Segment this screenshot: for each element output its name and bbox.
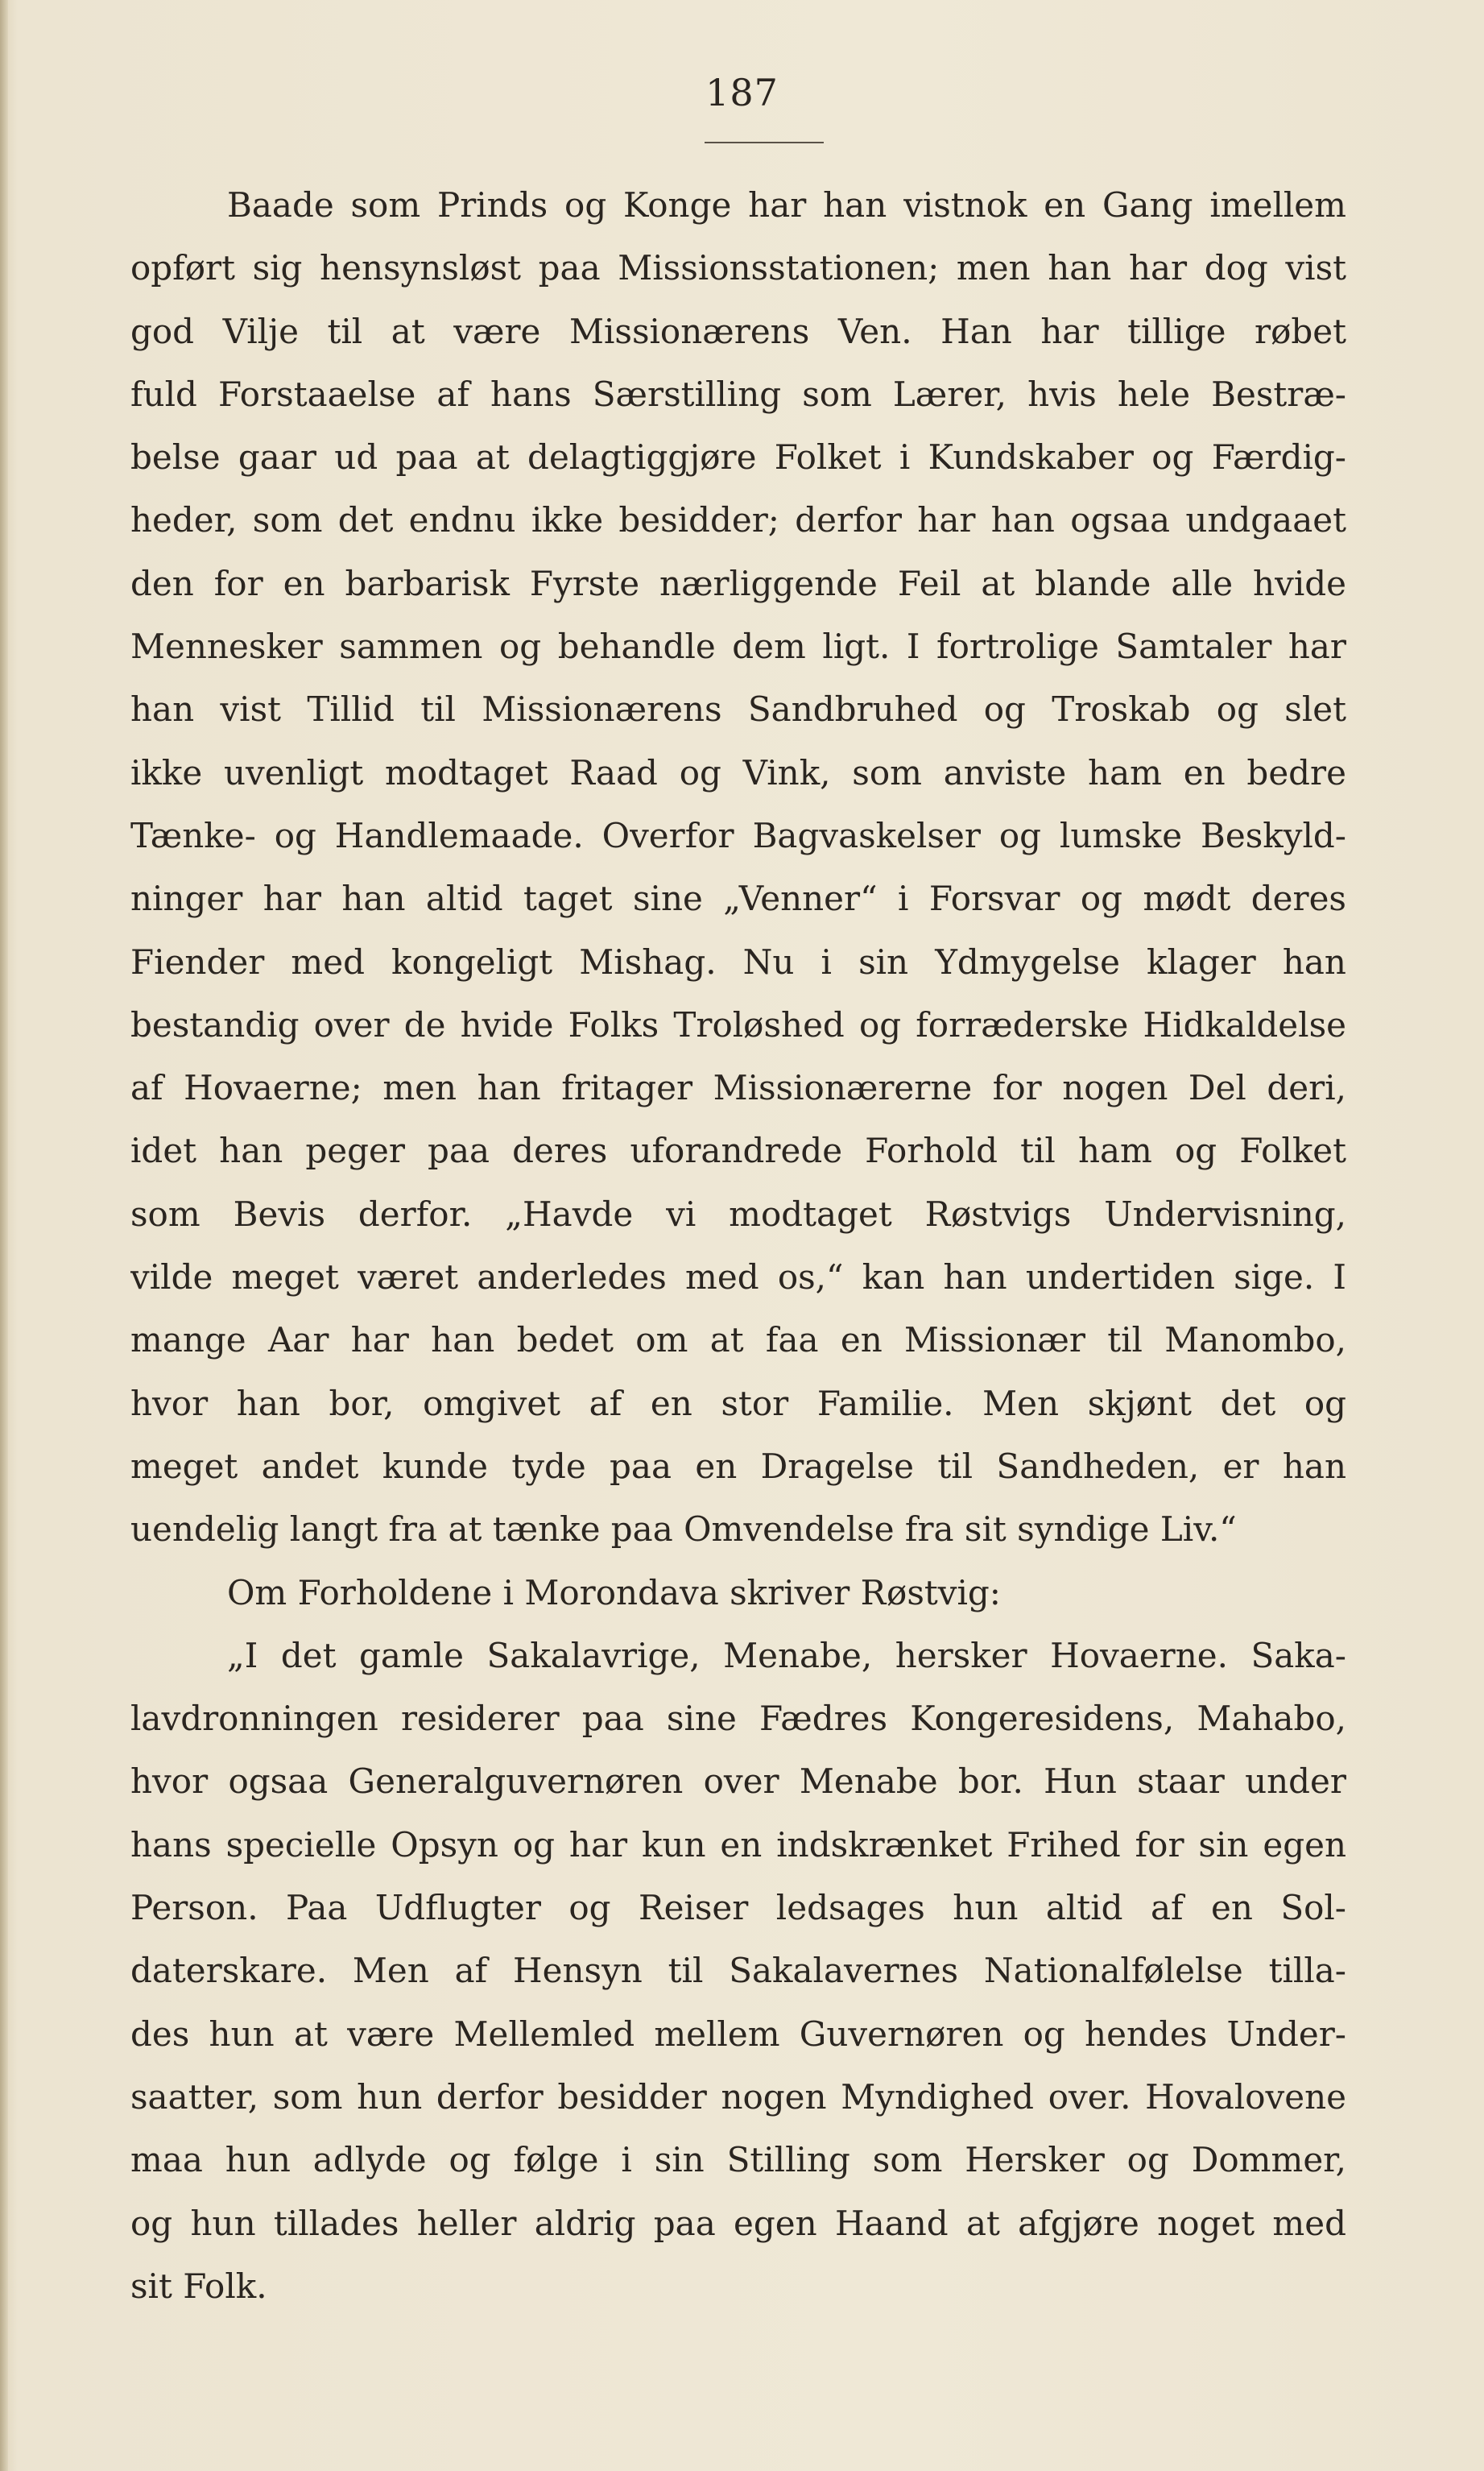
text-line: Om Forholdene i Morondava skriver Røstvig:	[227, 1572, 1001, 1612]
page-number: 187	[705, 71, 779, 114]
text-line: ikke uvenligt modtaget Raad og Vink, som anviste ham en bedre	[130, 752, 1346, 793]
text-line: lavdronningen residerer paa sine Fædres Kongeresidens, Mahabo,	[130, 1699, 1346, 1739]
text-line: den for en barbarisk Fyrste nærliggende Feil at blande alle hvide	[130, 563, 1346, 603]
text-line: „I det gamle Sakalavrige, Menabe, hersker Hovaerne. Saka-	[227, 1635, 1346, 1675]
text-line: hvor ogsaa Generalguvernøren over Menabe bor. Hun staar under	[130, 1761, 1346, 1802]
body-text	[130, 174, 1346, 2318]
header-rule	[705, 142, 824, 143]
page-spine-shadow	[0, 0, 8, 2471]
text-line: idet han peger paa deres uforandrede Forhold til ham og Folket	[130, 1131, 1346, 1171]
text-line: Fiender med kongeligt Mishag. Nu i sin Ydmygelse klager han	[130, 942, 1346, 982]
text-line: han vist Tillid til Missionærens Sandbruhed og Troskab og slet	[130, 689, 1346, 730]
text-line: mange Aar har han bedet om at faa en Missionær til Manombo,	[130, 1320, 1346, 1360]
text-line: belse gaar ud paa at delagtiggjøre Folket i Kundskaber og Færdig-	[130, 437, 1346, 478]
text-line: fuld Forstaaelse af hans Særstilling som Lærer, hvis hele Bestræ-	[130, 374, 1346, 414]
text-line: ninger har han altid taget sine „Venner“ i Forsvar og mødt deres	[130, 879, 1346, 919]
text-line: sit Folk.	[130, 2266, 267, 2306]
text-line: og hun tillades heller aldrig paa egen Haand at afgjøre noget med	[130, 2203, 1346, 2243]
text-line: Person. Paa Udflugter og Reiser ledsages hun altid af en Sol-	[130, 1888, 1346, 1928]
text-line: daterskare. Men af Hensyn til Sakalavernes Nationalfølelse tilla-	[130, 1951, 1346, 1991]
text-line: heder, som det endnu ikke besidder; derfor har han ogsaa undgaaet	[130, 500, 1346, 540]
text-line: Baade som Prinds og Konge har han vistnok en Gang imellem	[227, 185, 1346, 225]
text-line: hans specielle Opsyn og har kun en indskrænket Frihed for sin egen	[130, 1824, 1346, 1865]
text-line: god Vilje til at være Missionærens Ven. Han har tillige røbet	[130, 311, 1346, 351]
text-line: opført sig hensynsløst paa Missionsstationen; men han har dog vist	[130, 248, 1346, 288]
text-line: vilde meget været anderledes med os,“ kan han undertiden sige. I	[130, 1257, 1346, 1298]
text-line: Mennesker sammen og behandle dem ligt. I fortrolige Samtaler har	[130, 627, 1346, 667]
text-line: uendelig langt fra at tænke paa Omvendelse fra sit syndige Liv.“	[130, 1509, 1237, 1550]
text-line: bestandig over de hvide Folks Troløshed og forræderske Hidkaldelse	[130, 1004, 1346, 1045]
text-line: som Bevis derfor. „Havde vi modtaget Røstvigs Undervisning,	[130, 1194, 1346, 1234]
text-line: des hun at være Mellemled mellem Guvernøren og hendes Under-	[130, 2014, 1346, 2054]
text-line: saatter, som hun derfor besidder nogen Myndighed over. Hovalovene	[130, 2076, 1346, 2117]
text-line: hvor han bor, omgivet af en stor Familie. Men skjønt det og	[130, 1383, 1346, 1423]
text-line: Tænke- og Handlemaade. Overfor Bagvaskelser og lumske Beskyld-	[130, 815, 1346, 855]
text-line: af Hovaerne; men han fritager Missionærerne for nogen Del deri,	[130, 1068, 1346, 1108]
text-line: maa hun adlyde og følge i sin Stilling som Hersker og Dommer,	[130, 2140, 1346, 2180]
text-line: meget andet kunde tyde paa en Dragelse til Sandheden, er han	[130, 1446, 1346, 1486]
